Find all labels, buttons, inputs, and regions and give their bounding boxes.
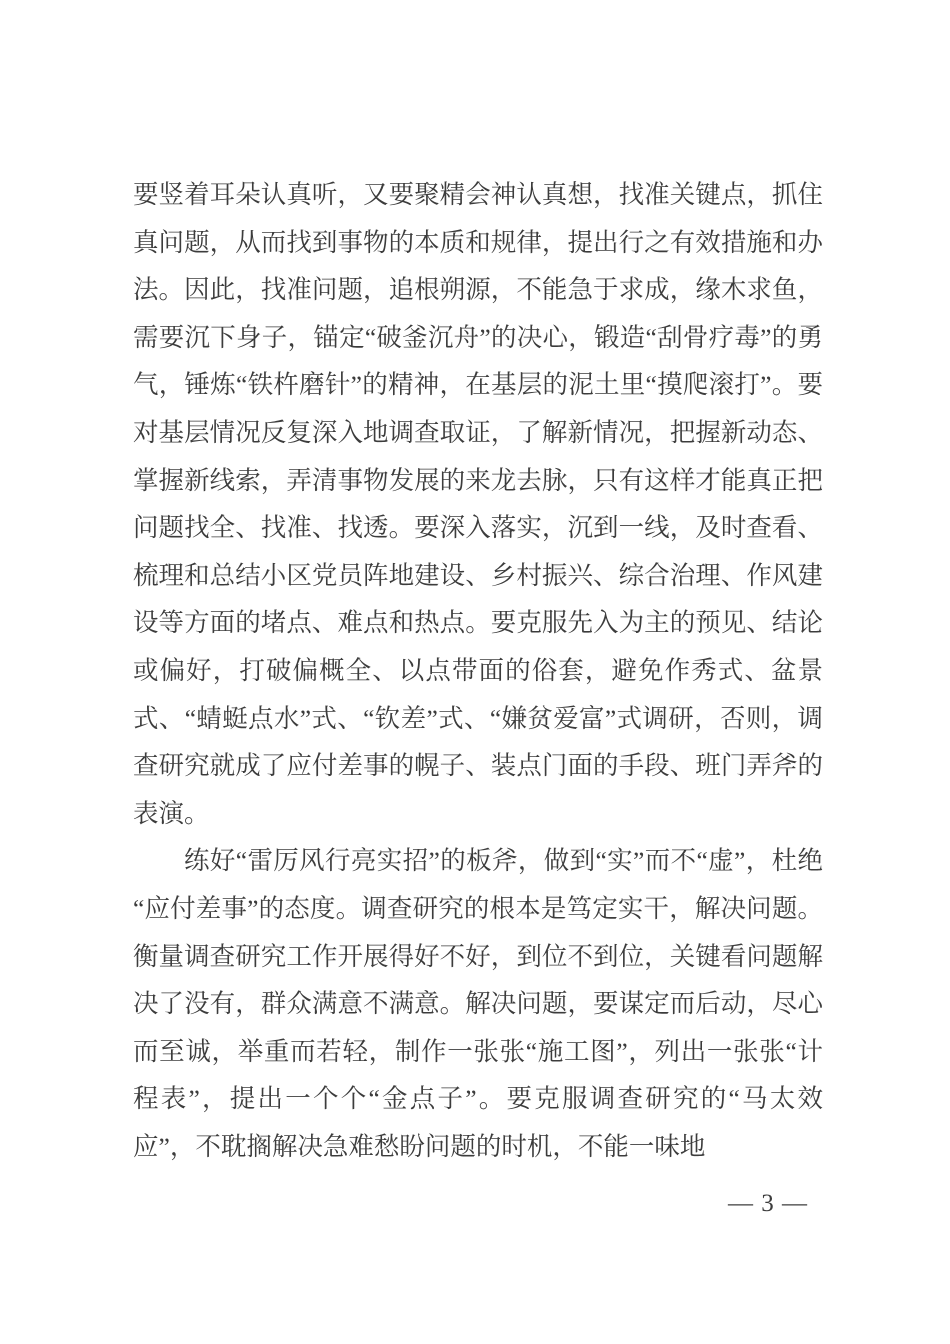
paragraph: 练好“雷厉风行亮实招”的板斧，做到“实”而不“虚”，杜绝“应付差事”的态度。调查研究的根本是笃定实干，解决问题。衡量调查研究工作开展得好不好，到位不到位，关键看问题解决了没有，群众满意不满意。解决问题，要谋定而后动，尽心而至诚，举重而若轻，制作一张张“施工图”，列出一张张“计程表”，提出一个个“金点子”。要克服调查研究的“马太效应”，不耽搁解决急难愁盼问题的时机，不能一味地	[133, 846, 823, 1161]
page-number: — 3 —	[728, 1190, 808, 1217]
document-body	[133, 171, 823, 1170]
paragraph-continuation: 要竖着耳朵认真听，又要聚精会神认真想，找准关键点，抓住真问题，从而找到事物的本质和规律，提出行之有效措施和办法。因此，找准问题，追根朔源，不能急于求成，缘木求鱼，需要沉下身子，锚定“破釜沉舟”的决心，锻造“刮骨疗毒”的勇气，锤炼“铁杵磨针”的精神，在基层的泥土里“摸爬滚打”。要对基层情况反复深入地调查取证，了解新情况，把握新动态、掌握新线索，弄清事物发展的来龙去脉，只有这样才能真正把问题找全、找准、找透。要深入落实，沉到一线，及时查看、梳理和总结小区党员阵地建设、乡村振兴、综合治理、作风建设等方面的堵点、难点和热点。要克服先入为主的预见、结论或偏好，打破偏概全、以点带面的俗套，避免作秀式、盆景式、“蜻蜓点水”式、“钦差”式、“嫌贫爱富”式调研，否则，调查研究就成了应付差事的幌子、装点门面的手段、班门弄斧的表演。	[133, 180, 823, 828]
